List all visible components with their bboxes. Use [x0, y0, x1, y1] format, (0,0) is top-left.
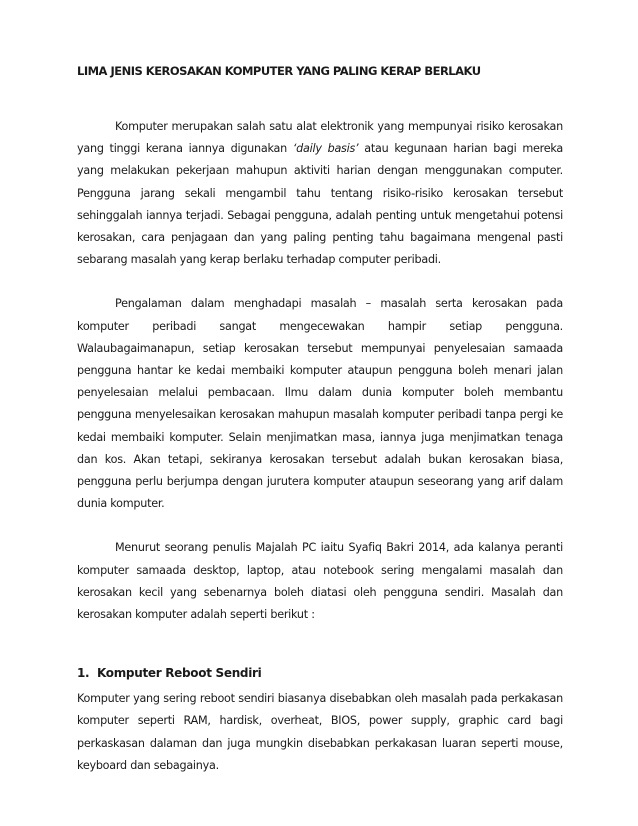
spacer [77, 271, 563, 293]
paragraph-intro [77, 116, 563, 271]
paragraph-source: Menurut seorang penulis Majalah PC iaitu Syafiq Bakri 2014, ada kalanya peranti komputer samaada desktop, laptop, atau notebook sering mengalami masalah dan kerosakan kecil yang sebenarnya boleh diatasi oleh pengguna sendiri. Masalah dan kerosakan komputer adalah seperti berikut : [77, 541, 563, 622]
paragraph-intro-part1: Komputer merupakan salah satu alat elektronik yang mempunyai risiko kerosakan yang tinggi kerana iannya digunakan [77, 120, 563, 156]
paragraph-intro-italic: ‘daily basis’ [292, 142, 359, 156]
section-heading-text: Komputer Reboot Sendiri [97, 666, 262, 681]
document-title: LIMA JENIS KEROSAKAN KOMPUTER YANG PALING KERAP BERLAKU [77, 64, 481, 78]
section-heading-reboot [77, 662, 563, 684]
paragraph-intro-part2: atau kegunaan harian bagi mereka yang melakukan pekerjaan mahupun aktiviti harian dengan menggunakan computer. Pengguna jarang sekali mengambil tahu tentang risiko-risiko kerosakan tersebut sehinggalah iannya terjadi. Sebagai pengguna, adalah penting untuk mengetahui potensi kerosakan, cara penjagaan dan yang paling penting tahu bagaimana mengenal pasti sebarang masalah yang kerap berlaku terhadap computer peribadi. [77, 142, 563, 267]
paragraph-experience: Pengalaman dalam menghadapi masalah – masalah serta kerosakan pada komputer peribadi sangat mengecewakan hampir setiap pengguna. Walaubagaimanapun, setiap kerosakan tersebut mempunyai penyelesaian samaada pengguna hantar ke kedai membaiki komputer ataupun pengguna boleh menari jalan penyelesaian melalui pembacaan. Ilmu dalam dunia komputer boleh membantu pengguna menyelesaikan kerosakan mahupun masalah komputer peribadi tanpa pergi ke kedai membaiki komputer. Selain menjimatkan masa, iannya juga menjimatkan tenaga dan kos. Akan tetapi, sekiranya kerosakan tersebut adalah bukan kerosakan biasa, pengguna perlu berjumpa dengan jurutera komputer ataupun seseorang yang arif dalam dunia komputer. [77, 297, 563, 511]
document-page [77, 62, 563, 777]
spacer [77, 626, 563, 662]
spacer [77, 515, 563, 537]
section-number: 1. [77, 666, 90, 681]
paragraph-reboot: Komputer yang sering reboot sendiri biasanya disebabkan oleh masalah pada perkakasan komputer seperti RAM, hardisk, overheat, BIOS, power supply, graphic card bagi perkaskasan dalaman dan juga mungkin disebabkan perkakasan luaran seperti mouse, keyboard dan sebagainya. [77, 692, 563, 772]
